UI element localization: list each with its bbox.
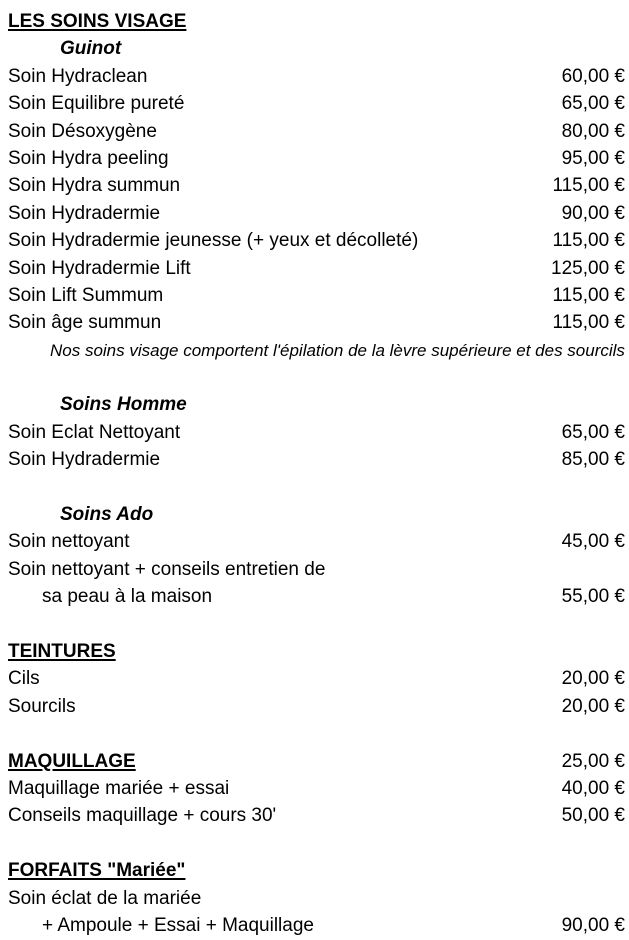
treatment-label: Soin Désoxygène: [8, 120, 157, 142]
treatment-label: Soin nettoyant + conseils entretien de: [8, 558, 326, 580]
treatment-label: Maquillage mariée + essai: [8, 777, 230, 799]
subsection-heading: Soins Ado: [60, 504, 154, 526]
treatment-label: Soin Hydraclean: [8, 65, 148, 87]
treatment-label: Cils: [8, 668, 40, 690]
treatment-label: Soin Equilibre pureté: [8, 93, 185, 115]
subsection-heading-row: [8, 391, 625, 418]
treatment-label: Soin Hydra peeling: [8, 147, 169, 169]
table-row: [8, 118, 625, 145]
subsection-heading-row: [8, 501, 625, 528]
section-heading: LES SOINS VISAGE: [8, 11, 187, 32]
treatment-label: Soin Hydra summun: [8, 175, 181, 197]
price-value: 60,00 €: [561, 65, 625, 87]
section-heading: MAQUILLAGE: [8, 750, 136, 772]
table-row: [8, 665, 625, 692]
table-row: [8, 200, 625, 227]
table-row: [8, 282, 625, 309]
section-heading: FORFAITS "Mariée": [8, 860, 186, 882]
section-spacer: [8, 474, 625, 501]
table-row: [8, 912, 625, 939]
treatment-label: Soin Hydradermie Lift: [8, 257, 191, 279]
treatment-label: Soin âge summun: [8, 312, 162, 334]
table-row: [8, 693, 625, 720]
table-row: [8, 802, 625, 829]
price-value: 65,00 €: [561, 421, 625, 443]
table-row: [8, 419, 625, 446]
price-value: 20,00 €: [561, 668, 625, 690]
section-heading-row: [8, 748, 625, 775]
price-value: 95,00 €: [561, 147, 625, 169]
section-heading-row: [8, 8, 625, 35]
treatment-label: Soin éclat de la mariée: [8, 887, 202, 909]
note-row: [8, 337, 625, 364]
price-value: 90,00 €: [561, 914, 625, 936]
table-row: [8, 227, 625, 254]
section-spacer: [8, 830, 625, 857]
table-row: [8, 528, 625, 555]
table-row: [8, 775, 625, 802]
table-row: [8, 446, 625, 473]
section-heading-row: [8, 857, 625, 884]
treatment-label: Soin Hydradermie: [8, 202, 161, 224]
subsection-heading: Soins Homme: [60, 394, 187, 416]
price-value: 50,00 €: [561, 805, 625, 827]
price-value: 45,00 €: [561, 531, 625, 553]
price-value: 115,00 €: [552, 312, 625, 334]
note-text: Nos soins visage comportent l'épilation de la lèvre supérieure et des sourcils: [50, 340, 625, 360]
price-value: 25,00 €: [561, 750, 625, 772]
table-row: [8, 583, 625, 610]
treatment-label: Soin Lift Summum: [8, 284, 164, 306]
table-row: [8, 145, 625, 172]
price-value: 90,00 €: [561, 202, 625, 224]
section-heading-row: [8, 638, 625, 665]
price-value: 115,00 €: [552, 284, 625, 306]
section-spacer: [8, 364, 625, 391]
price-value: 80,00 €: [561, 120, 625, 142]
treatment-label: Conseils maquillage + cours 30': [8, 805, 277, 827]
table-row: [8, 885, 625, 912]
treatment-label-continuation: + Ampoule + Essai + Maquillage: [42, 914, 314, 936]
table-row: [8, 90, 625, 117]
section-spacer: [8, 611, 625, 638]
subsection-heading: Guinot: [60, 38, 122, 60]
price-value: 40,00 €: [561, 777, 625, 799]
price-value: 65,00 €: [561, 93, 625, 115]
section-maquillage: [8, 748, 625, 830]
price-value: 115,00 €: [552, 175, 625, 197]
price-value: 115,00 €: [552, 230, 625, 252]
section-soins-ado: [8, 501, 625, 611]
table-row: [8, 172, 625, 199]
price-value: 55,00 €: [561, 586, 625, 608]
subsection-heading-row: [8, 35, 625, 62]
treatment-label: Soin Hydradermie jeunesse (+ yeux et décolleté): [8, 230, 419, 252]
price-value: 85,00 €: [561, 449, 625, 471]
price-value: 20,00 €: [561, 695, 625, 717]
section-soins-homme: [8, 391, 625, 473]
treatment-label: Sourcils: [8, 695, 76, 717]
table-row: [8, 309, 625, 336]
section-teintures: [8, 638, 625, 720]
treatment-label: Soin Hydradermie: [8, 449, 161, 471]
section-forfaits-mariee: [8, 857, 625, 939]
table-row: [8, 63, 625, 90]
price-value: 125,00 €: [551, 257, 625, 279]
table-row: [8, 556, 625, 583]
table-row: [8, 255, 625, 282]
section-les-soins-visage: [8, 8, 625, 364]
treatment-label: Soin Eclat Nettoyant: [8, 421, 181, 443]
treatment-label-continuation: sa peau à la maison: [42, 586, 213, 608]
treatment-label: Soin nettoyant: [8, 531, 130, 553]
section-heading: TEINTURES: [8, 640, 116, 662]
section-spacer: [8, 720, 625, 747]
